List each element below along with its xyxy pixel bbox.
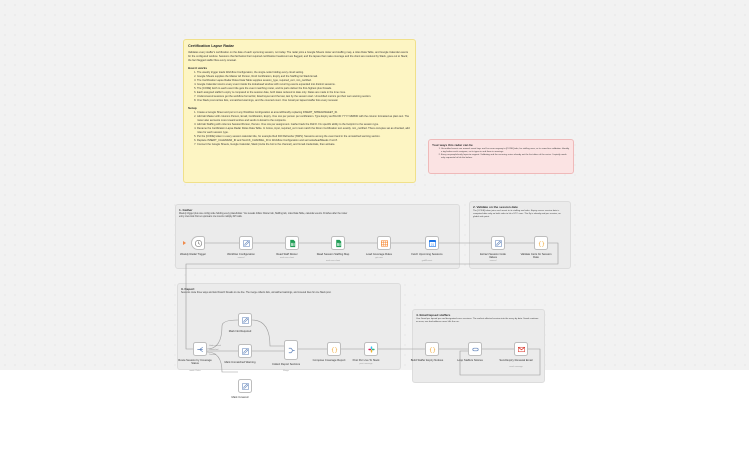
- how-step: 5. The [CODE] fetch to each event title gets the event matching roster, and its parts deliver the first-highest plus threads.: [197, 87, 411, 91]
- setup-step: 7. Connect the Google Sheets, Google Calendar, Slack (invite the bot to the channel), and Gmail credentials, then activate.: [197, 143, 411, 147]
- how-step: 2. Google Sheets supplies the Master Ad Person, Roof Certification, Expiry and the Staffing list Slack Email.: [197, 75, 411, 79]
- pencil-icon: [242, 239, 251, 248]
- pencil-icon: [494, 239, 503, 248]
- node-subtitle: read rows sheet: [279, 257, 295, 259]
- switch-icon: [196, 345, 205, 354]
- node-subtitle: post: message: [359, 363, 373, 365]
- svg-text:{}: {}: [537, 240, 545, 247]
- how-step: 6. Each assigned staffer's expiry is compared to the session date, both dates reduced to date only. Dates are made in the time zone.: [197, 91, 411, 95]
- node-label: Load Coverage Rules: [366, 253, 392, 256]
- node-mark-not-required[interactable]: [228, 313, 252, 333]
- code-icon: [537, 239, 546, 248]
- node-workflow-config[interactable]: [227, 236, 255, 259]
- node-label: Compose Coverage Report: [312, 359, 346, 362]
- svg-text:{}: {}: [330, 346, 338, 353]
- node-read-staffing-map[interactable]: [316, 236, 350, 262]
- how-heading: How it works: [188, 66, 208, 70]
- how-step: 3. The Certification Lapse Radar Roles Data Table supplies session_type, required_cert, min_certified.: [197, 79, 411, 83]
- code-icon: [330, 345, 339, 354]
- node-label: Read Session Staffing Map: [316, 253, 350, 256]
- warning-title: Your ways this radar can lie: [432, 143, 473, 147]
- route-output-label: Unmatched: [209, 349, 219, 351]
- node-label: Collect Report Sections: [271, 363, 301, 366]
- route-output-label: Covered: [209, 354, 216, 356]
- node-label: Validate Certs for Session Date: [520, 253, 552, 260]
- node-loop-staffers[interactable]: [457, 342, 483, 362]
- node-collect-report[interactable]: [271, 340, 301, 372]
- node-label: Post Per Live To Slack: [352, 359, 380, 362]
- node-subtitle: send: message: [509, 366, 523, 368]
- node-send-email[interactable]: [499, 342, 533, 368]
- section-report-title: 3. Report: [181, 287, 195, 291]
- google-calendar-icon: [428, 239, 437, 248]
- node-label: Extract Session Code Values: [480, 253, 506, 260]
- node-label: Weekly Radar Trigger: [180, 253, 206, 256]
- loop-icon: [471, 345, 480, 354]
- warning-item: 2. Every no-people/verify lapse-to-support. Validating and the recurring series already not the first dates of the series. It quietly reads only sequential at Ids the before.: [441, 154, 570, 160]
- how-step: 7. Undercovered sessions get the workflow formal list; listed layout and the last, last by the session start. Uncertified metrics get their own warning section.: [197, 95, 411, 99]
- section-validate-desc: The [CODE] token joins each event to its staffing and roles. Expiry versus session date is computed date only on both sides to hit a UTC exec. The fly is already and per session, no global safe point.: [473, 210, 561, 218]
- setup-step: 3. Add tab Staffing with columns Session/Person, Person. One row per assignment. Gather back the RoFO. Fix specific ability to the footprint to the session type.: [197, 123, 411, 127]
- code-icon: [428, 345, 437, 354]
- merge-icon: [287, 346, 296, 355]
- svg-text:31: 31: [430, 242, 434, 247]
- node-subtitle: get rows: [375, 257, 383, 259]
- node-subtitle: Merge: [283, 370, 289, 372]
- node-label: Loop Staffers Notices: [457, 359, 483, 362]
- section-validate-title: 2. Validate on the session date: [473, 205, 518, 209]
- sticky-intro: Validates every staffer's certification on the date of each upcoming session, not today. The radar joins a Google Sheets roster and staffing map, a roles Data Table, and Google Calendar events for the configured window. Sessions that fail below their required certification headcount are flagged, and the lapses that make coverage and the client are resolved by Slack, goes out to Slack; the fact flagged staffer files every renewal.: [188, 51, 409, 62]
- node-build-notices[interactable]: [410, 342, 444, 362]
- node-label: Read Staff Roster: [276, 253, 298, 256]
- setup-step: 5. Put the [CODE] token in every session calendar title, for example Red Drill Refresher [NWS]. Sessions among the event land in the unmatched warning section.: [197, 135, 411, 139]
- google-sheets-icon: [288, 239, 297, 248]
- section-report-desc: Sessions route three ways and land branch threads to one line. The merge collects lists, unmatched warnings, and covered lines for one Slack post.: [181, 292, 332, 294]
- clock-icon: [194, 239, 203, 248]
- pencil-icon: [241, 347, 250, 356]
- setup-step: 2. Add tab Master with columns Person, Email, Certification, Expiry. One row per person per certification. Type Expiry as 80s DD YYYY MM/DD with the column formatted as plain text. The roster also accounts more toward entries and sends to Email to the recipients.: [197, 115, 411, 123]
- node-weekly-trigger[interactable]: [180, 236, 206, 256]
- node-load-coverage-rules[interactable]: [366, 236, 392, 259]
- section-gather-desc: Weekly trigger plus one config node holding every placeholder. You reveals follow: Roster tab, Staffing tab, roles Data Table, calendar events. Finishes after the roster entry rows look first so upstream row counts multiply API calls.: [179, 213, 348, 218]
- svg-text:{}: {}: [428, 346, 436, 353]
- node-subtitle: mode: Rules: [189, 370, 201, 372]
- google-sheets-icon: [334, 239, 343, 248]
- data-table-icon: [380, 239, 389, 248]
- gmail-icon: [517, 345, 526, 354]
- pencil-icon: [241, 316, 250, 325]
- node-compose-report[interactable]: [312, 342, 346, 362]
- node-label: Mark Covered: [231, 396, 249, 399]
- node-read-staff-roster[interactable]: [276, 236, 299, 259]
- pencil-icon: [241, 382, 250, 391]
- node-label: Mark Not Required: [228, 330, 252, 333]
- node-subtitle: manual: [237, 257, 245, 259]
- node-subtitle: manual: [489, 260, 497, 262]
- setup-step: 6. Replace INSERT_CALENDAR_ID and SLACK_CHANNEL_ID in Workflow Configuration and set lookaheadWeeks if not 8.: [197, 139, 411, 143]
- setup-step: 4. Rename the Certification Lapse Radar Roles Data Table. In Gross, input, required_cert must match the Room Certification text exactly. min_certified. There occupies set as checked, add roles for each session type.: [197, 127, 411, 135]
- setup-heading: Setup: [188, 106, 197, 110]
- node-post-slack[interactable]: [352, 342, 380, 365]
- how-step: 4. Google Calendar returns every event inside the lookahead window with recurring events expanded into distinct sessions.: [197, 83, 411, 87]
- node-label: Workflow Configuration: [227, 253, 255, 256]
- node-label: Build Staffer Expiry Notices: [410, 359, 444, 362]
- how-step: 8. One Slack post carries lists, unmatched warnings, and the covered count. One Gmail per lapsed staffer lists every renewal.: [197, 99, 411, 103]
- how-step: 1. The weekly trigger loads Workflow Configuration, the single-node holding every cloud setting.: [197, 71, 411, 75]
- node-route-session[interactable]: [178, 342, 212, 372]
- section-email-desc: One Gmail per lapsed per and designated cross sessions. The earliest affected session into the every by date. Sends continue on error, one bad address never kills the run.: [416, 318, 539, 323]
- node-label: Fetch Upcoming Sessions: [411, 253, 443, 256]
- node-validate-certs[interactable]: [520, 236, 552, 260]
- section-email-title: 4. Email lapsed staffers: [416, 313, 451, 317]
- setup-step: 1. Create a Google Sheet and put to it any Workflow Configuration at around/friendly replacing INSERT_SPREADSHEET_ID.: [197, 111, 411, 115]
- node-mark-covered[interactable]: [231, 379, 252, 399]
- route-output-label: Under covered: [209, 345, 221, 347]
- trigger-entry-arrow: [183, 241, 186, 245]
- node-label: Send Expiry Renewal Email: [499, 359, 533, 362]
- node-mark-unmatched[interactable]: [224, 344, 256, 364]
- node-subtitle: getAll event: [421, 260, 433, 262]
- node-extract-session-code[interactable]: [480, 236, 506, 262]
- node-label: Route Session by Coverage Status: [178, 359, 212, 366]
- slack-icon: [367, 345, 376, 354]
- node-fetch-upcoming-sessions[interactable]: [411, 236, 443, 262]
- node-label: Mark Unmatched Warning: [224, 361, 256, 364]
- warning-item: 1. Uncertified events are named: event keys and Lex error-anyway to [CODE] tabs, for staffing rows, or its same-line validation. Identify a tag before each assignee, so its typos in and them in warnings.: [441, 148, 570, 154]
- section-gather-title: 1. Gather: [179, 208, 193, 212]
- sticky-title: Certification Lapse Radar: [188, 44, 234, 48]
- node-subtitle: read rows sheet: [325, 260, 341, 262]
